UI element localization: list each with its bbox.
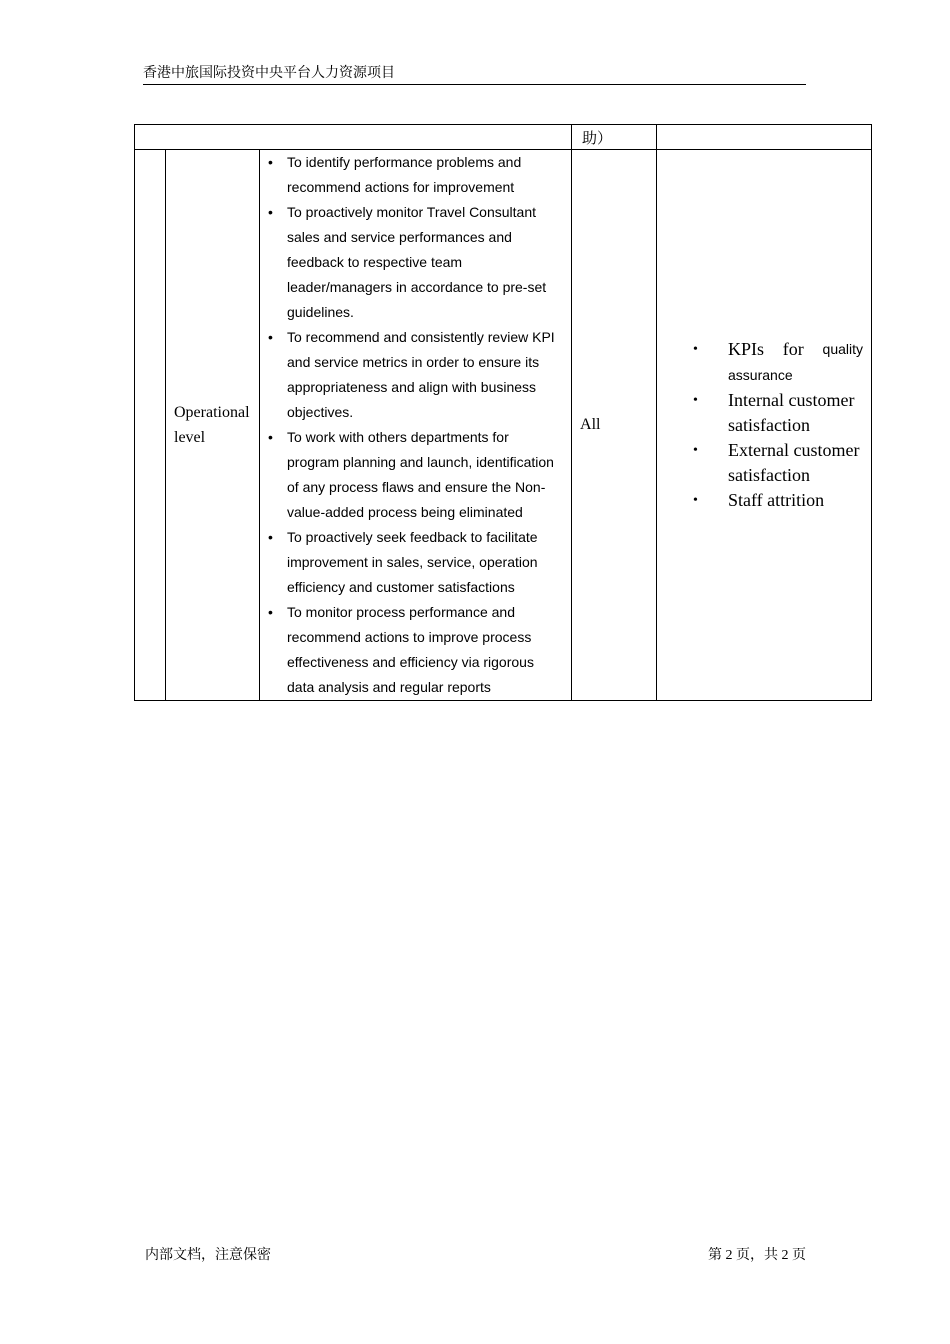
footer-page-number: 第 2 页，共 2 页 xyxy=(708,1248,806,1263)
operational-level-row xyxy=(135,150,872,701)
responsibility-table xyxy=(134,124,872,701)
index-cell xyxy=(135,150,166,701)
scope-cell: All xyxy=(572,150,657,701)
kpi-first-line xyxy=(728,337,863,362)
duties-list xyxy=(260,150,571,700)
kpi-item: • Internal customer satisfaction xyxy=(657,388,863,438)
kpi-item xyxy=(657,337,863,388)
kpi-word-assurance: assurance xyxy=(728,367,793,383)
duty-item: • To proactively monitor Travel Consultant sales and service performances and feedback to respective team leader/managers in accordance to pre-set guidelines. xyxy=(260,200,563,325)
duties-cell xyxy=(260,150,572,701)
kpi-item: • External customer satisfaction xyxy=(657,438,863,488)
kpi-word-quality: quality xyxy=(822,341,863,357)
duty-item: • To recommend and consistently review KPI and service metrics in order to ensure its appropriateness and align with business objectives. xyxy=(260,325,563,425)
duty-item: • To work with others departments for program planning and launch, identification of any process flaws and ensure the Non-value-added process being eliminated xyxy=(260,425,563,525)
kpi-cell xyxy=(657,150,872,701)
footer-confidential: 内部文档，注意保密 xyxy=(145,1248,271,1263)
level-cell: Operational level xyxy=(166,150,260,701)
kpi-word-kpis: • KPIs xyxy=(728,339,765,359)
duty-item: • To proactively seek feedback to facilitate improvement in sales, service, operation efficiency and customer satisfactions xyxy=(260,525,563,600)
continuation-kpi-cell xyxy=(657,125,872,150)
continuation-scope-cell: 助） xyxy=(572,125,657,150)
duty-item: • To identify performance problems and recommend actions for improvement xyxy=(260,150,563,200)
continuation-merged-cell xyxy=(135,125,572,150)
kpi-item: • Staff attrition xyxy=(657,488,863,513)
continuation-row xyxy=(135,125,872,150)
kpi-word-for: for xyxy=(782,339,804,359)
kpi-list xyxy=(657,337,871,513)
duty-item: • To monitor process performance and recommend actions to improve process effectiveness and efficiency via rigorous data analysis and regular reports xyxy=(260,600,563,700)
page-header: 香港中旅国际投资中央平台人力资源项目 xyxy=(143,64,806,85)
